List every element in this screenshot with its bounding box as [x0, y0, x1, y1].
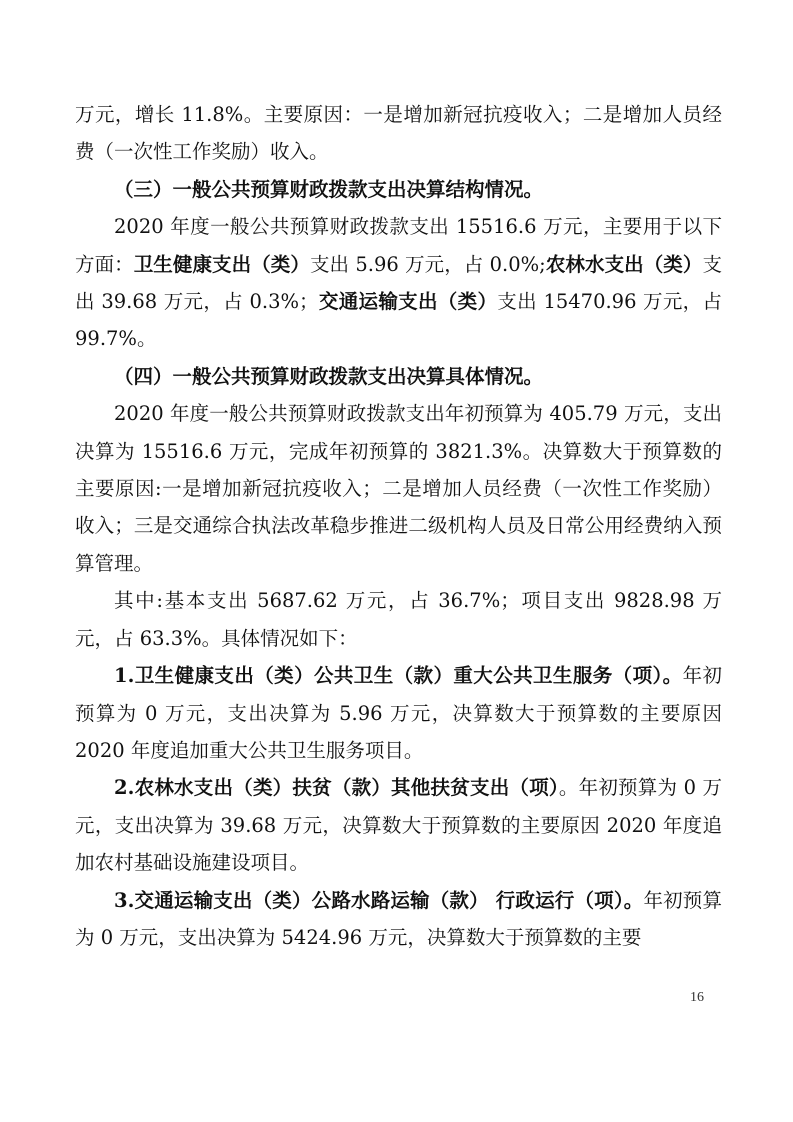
item-text-health: 年初预算为 0 万元，支出决算为 5.96 万元，决算数大于预算数的主要原因 2020 年度追加重大公共卫生服务项目。 [75, 664, 722, 762]
paragraph-basic-project-split: 其中:基本支出 5687.62 万元，占 36.7%；项目支出 9828.98 万元，占 63.3%。具体情况如下： [75, 589, 722, 650]
category-health: 卫生健康支出（类） [133, 252, 310, 276]
health-amount: 支出 5.96 万元，占 0.0%; [309, 252, 546, 276]
category-agriculture: 农林水支出（类） [545, 252, 703, 276]
section-heading-expenditure-details: （四）一般公共预算财政拨款支出决算具体情况。 [114, 364, 544, 388]
structure-intro: 2020 年度一般公共预算财政拨款支出 15516.6 万元，主要用于以下方面： [75, 215, 722, 276]
transport-amount: 支出 15470.96 万元，占 99.7%。 [75, 290, 722, 351]
item-title-agriculture: 2.农林水支出（类）扶贫（款）其他扶贫支出（项） [114, 776, 559, 800]
category-transport: 交通运输支出（类） [318, 290, 498, 314]
list-item-agriculture [75, 769, 722, 881]
item-text-agriculture: 。年初预算为 0 万元，支出决算为 39.68 万元，决算数大于预算数的主要原因 2020 年度追加农村基础设施建设项目。 [75, 776, 722, 875]
item-title-health: 1.卫生健康支出（类）公共卫生（款）重大公共卫生服务（项）。 [114, 664, 683, 688]
item-text-transport: 年初预算为 0 万元，支出决算为 5424.96 万元，决算数大于预算数的主要 [75, 888, 722, 949]
paragraph-income-continuation: 万元，增长 11.8%。主要原因：一是增加新冠抗疫收入；二是增加人员经费（一次性工作奖励）收入。 [75, 103, 722, 164]
list-item-health [75, 657, 722, 769]
document-body [75, 96, 722, 956]
item-title-transport: 3.交通运输支出（类）公路水路运输（款） 行政运行（项）。 [114, 888, 644, 912]
paragraph-expenditure-structure [75, 208, 722, 358]
paragraph-budget-execution: 2020 年度一般公共预算财政拨款支出年初预算为 405.79 万元，支出决算为 15516.6 万元，完成年初预算的 3821.3%。决算数大于预算数的主要原因:一是增加新冠抗疫收入；二是增加人员经费（一次性工作奖励）收入；三是交通综合执法改革稳步推进二级机构人员及日常公用经费纳入预算管理。 [75, 402, 722, 575]
page-number: 16 [690, 990, 704, 1005]
list-item-transport [75, 882, 722, 957]
section-heading-expenditure-structure: （三）一般公共预算财政拨款支出决算结构情况。 [114, 177, 544, 201]
agriculture-amount: 支出 39.68 万元，占 0.3%； [75, 252, 722, 314]
